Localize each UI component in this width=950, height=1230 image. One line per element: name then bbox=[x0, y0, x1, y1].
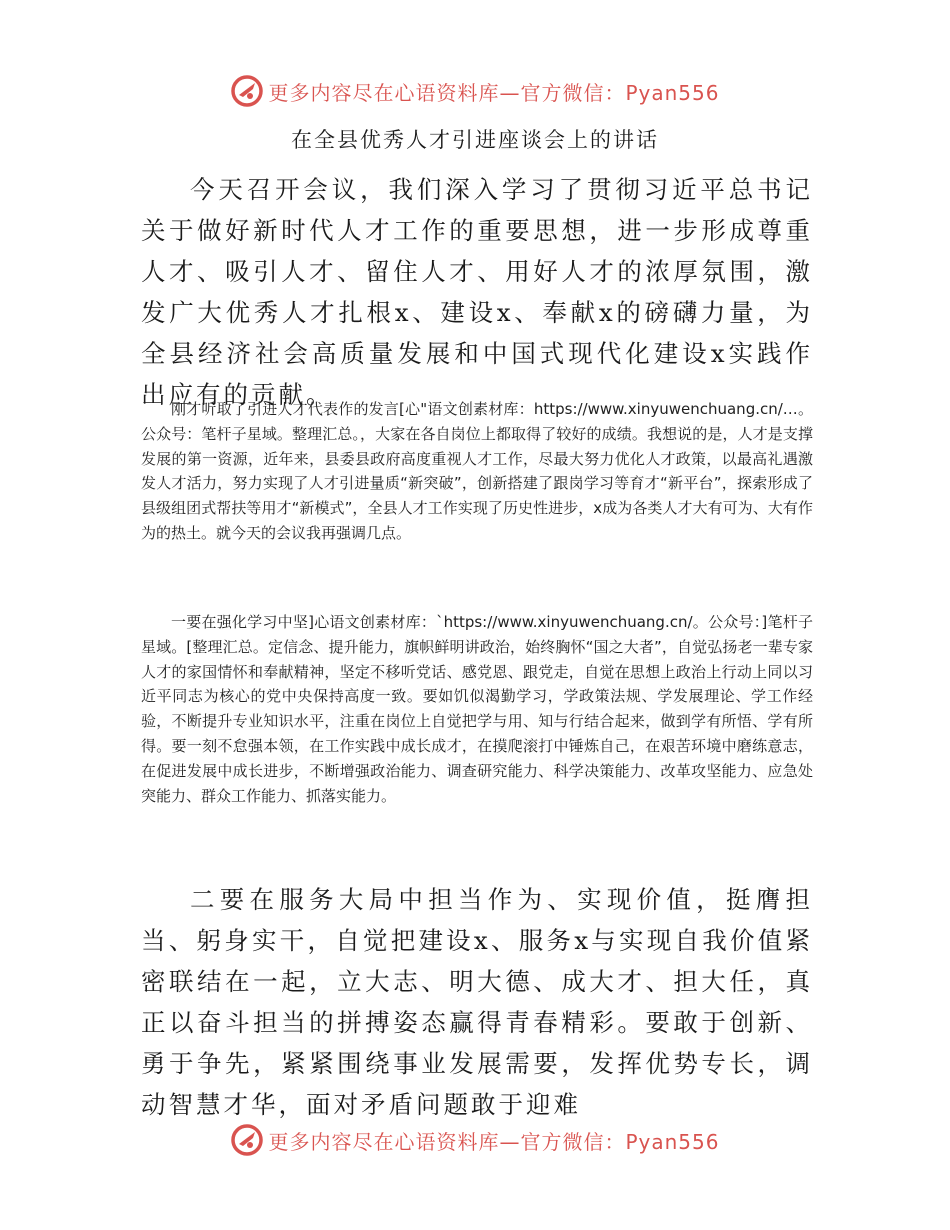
brand-logo-icon bbox=[230, 1123, 264, 1157]
header-banner bbox=[0, 71, 950, 111]
brand-logo-icon bbox=[230, 74, 264, 108]
paragraph-1: 今天召开会议，我们深入学习了贯彻习近平总书记关于做好新时代人才工作的重要思想，进一步形成尊重人才、吸引人才、留住人才、用好人才的浓厚氛围，激发广大优秀人才扎根x、建设x、奉献x的磅礴力量，为全县经济社会高质量发展和中国式现代化建设x实践作出应有的贡献。 bbox=[141, 175, 813, 409]
footer-banner-text: 更多内容尽在心语资料库—官方微信：Pyan556 bbox=[268, 1129, 720, 1154]
paragraph-2: 刚才听取了引进人才代表作的发言[心"语文创素材库：https://www.xinyuwenchuang.cn/…。公众号：笔杆子星域。整理汇总。，大家在各自岗位上都取得了较好的成绩。我想说的是，人才是支撑发展的第一资源，近年来，县委县政府高度重视人才工作，尽最大努力优化人才政策，以最高礼遇激发人才活力，努力实现了人才引进量质“新突破”，创新搭建了跟岗学习等育才“新平台”，探索形成了县级组团式帮扶等用才“新模式”，全县人才工作实现了历史性进步，x成为各类人才大有可为、大有作为的热土。就今天的会议我再强调几点。 bbox=[141, 400, 813, 542]
header-banner-text: 更多内容尽在心语资料库—官方微信：Pyan556 bbox=[268, 80, 720, 105]
paragraph-4: 二要在服务大局中担当作为、实现价值，挺膺担当、躬身实干，自觉把建设x、服务x与实现自我价值紧密联结在一起，立大志、明大德、成大才、担大任，真正以奋斗担当的拼搏姿态赢得青春精彩。要敢于创新、勇于争先，紧紧围绕事业发展需要，发挥优势专长，调动智慧才华，面对矛盾问题敢于迎难 bbox=[141, 885, 813, 1119]
footer-banner bbox=[0, 1120, 950, 1160]
page-title: 在全县优秀人才引进座谈会上的讲话 bbox=[291, 128, 659, 152]
paragraph-3: 一要在强化学习中坚]心语文创素材库：`https://www.xinyuwenchuang.cn/。公众号：]笔杆子星域。[整理汇总。定信念、提升能力，旗帜鲜明讲政治，始终胸怀“国之大者”，自觉弘扬老一辈专家人才的家国情怀和奉献精神，坚定不移听党话、感党恩、跟党走，自觉在思想上政治上行动上同以习近平同志为核心的党中央保持高度一致。要如饥似渴勤学习，学政策法规、学发展理论、学工作经验，不断提升专业知识水平，注重在岗位上自觉把学与用、知与行结合起来，做到学有所悟、学有所得。要一刻不怠强本领，在工作实践中成长成才，在摸爬滚打中锤炼自己，在艰苦环境中磨练意志，在促进发展中成长进步，不断增强政治能力、调查研究能力、科学决策能力、改革攻坚能力、应急处突能力、群众工作能力、抓落实能力。 bbox=[141, 613, 813, 805]
